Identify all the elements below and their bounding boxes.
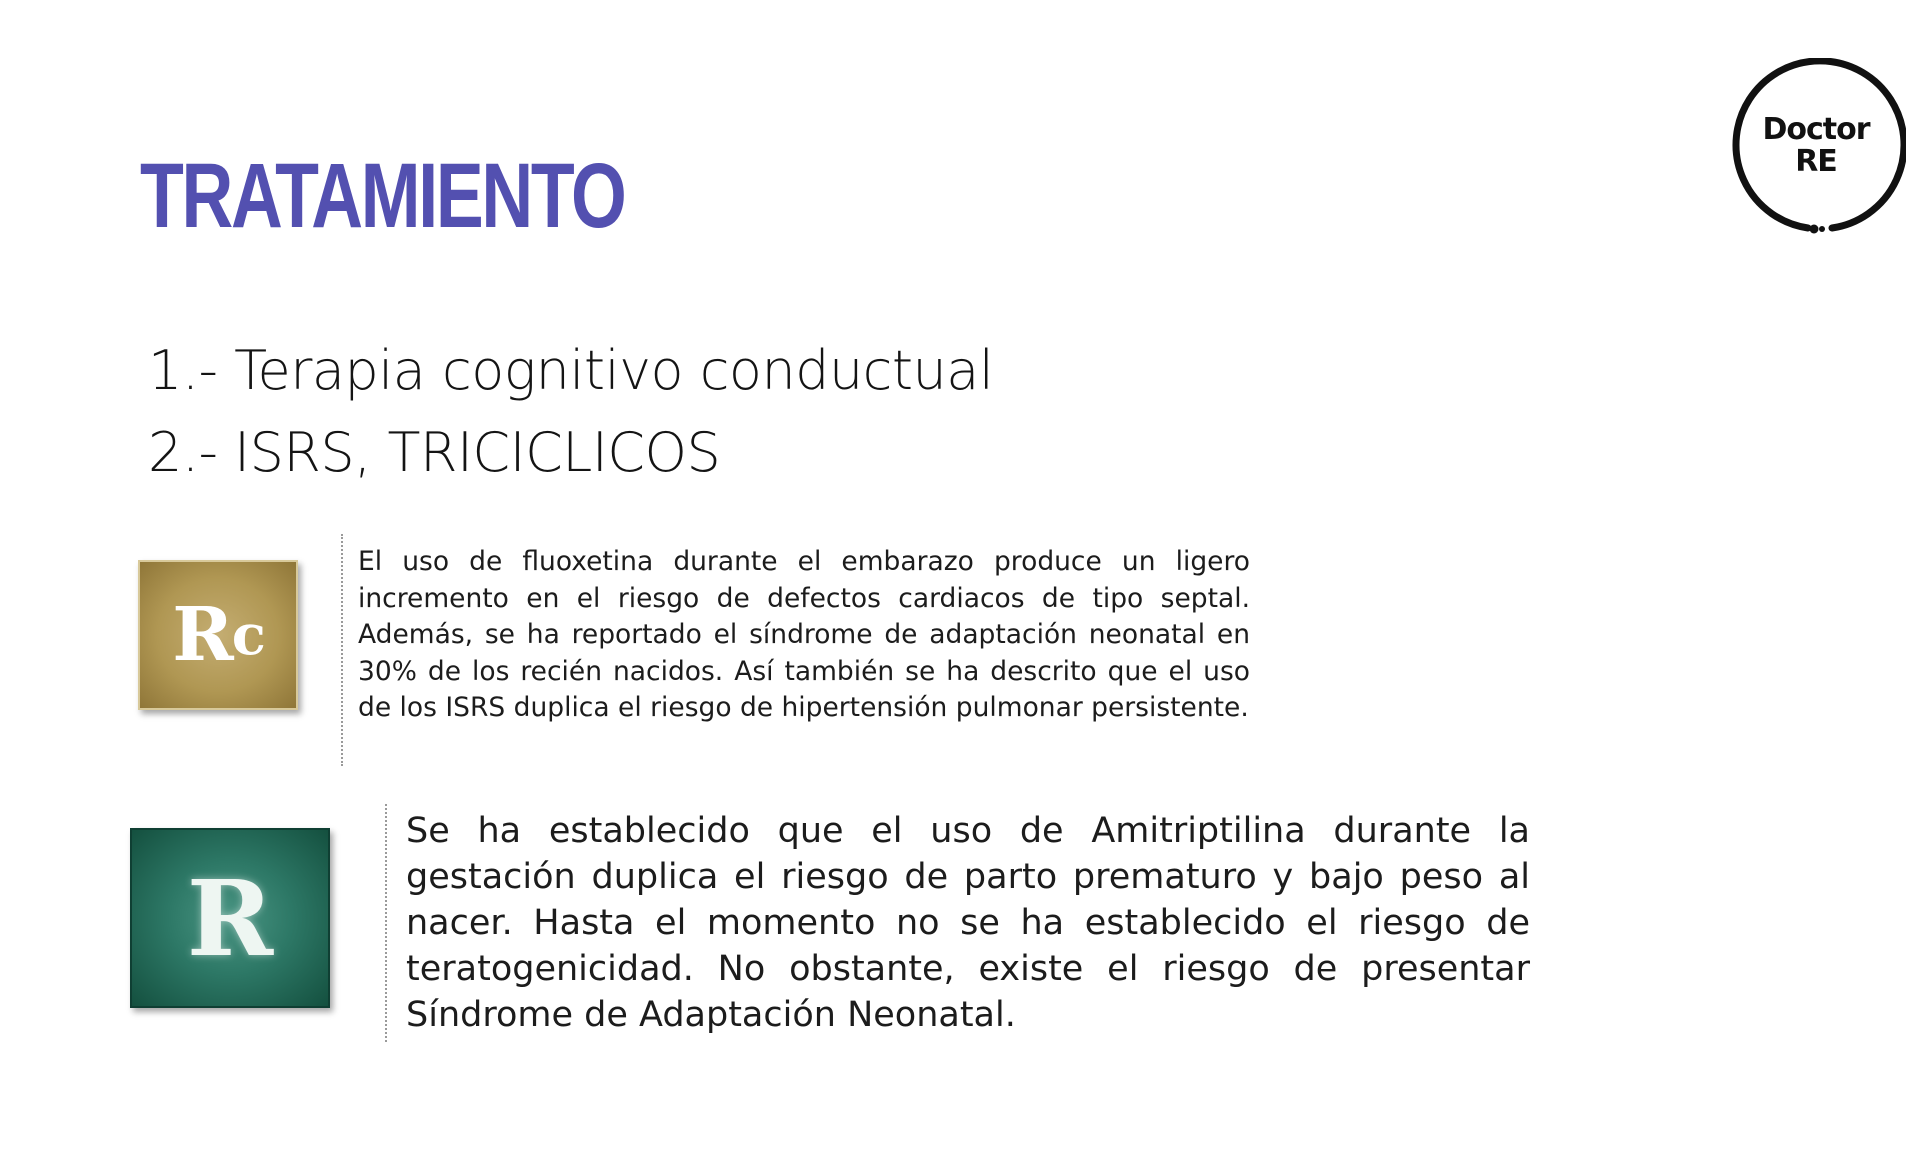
treatment-item-1: 1.- Terapia cognitivo conductual — [148, 339, 994, 402]
logo-line-doctor: Doctor — [1762, 112, 1870, 147]
badge-rc-main: R — [172, 592, 232, 678]
badge-rc-sub: c — [231, 602, 264, 668]
recommendation-rc-badge — [138, 560, 298, 710]
recommendation-text-fluoxetina: El uso de fluoxetina durante el embarazo produce un ligero incremento en el riesgo de defectos cardiacos de tipo septal. Además, se ha reportado el síndrome de adaptación neonatal en 30% de los recién nacidos. Así también se ha descrito que el uso de los ISRS duplica el riesgo de hipertensión pulmonar persistente. — [358, 546, 1250, 723]
recommendation-divider-1 — [341, 534, 343, 766]
logo-text — [1730, 114, 1902, 178]
recommendation-text-amitriptilina: Se ha establecido que el uso de Amitriptilina durante la gestación duplica el riesgo de parto prematuro y bajo peso al nacer. Hasta el momento no se ha establecido el riesgo de teratogenicidad. No obstante, existe el riesgo de presentar Síndrome de Adaptación Neonatal. — [406, 811, 1530, 1035]
treatment-list — [148, 330, 993, 494]
recommendation-r-badge — [130, 828, 330, 1008]
badge-r-main: R — [186, 856, 274, 980]
treatment-item-2: 2.- ISRS, TRICICLICOS — [148, 421, 721, 484]
logo-line-re: RE — [1795, 144, 1837, 179]
recommendation-divider-2 — [385, 804, 387, 1042]
doctor-re-logo — [1730, 58, 1906, 234]
page-title: TRATAMIENTO — [140, 145, 625, 247]
